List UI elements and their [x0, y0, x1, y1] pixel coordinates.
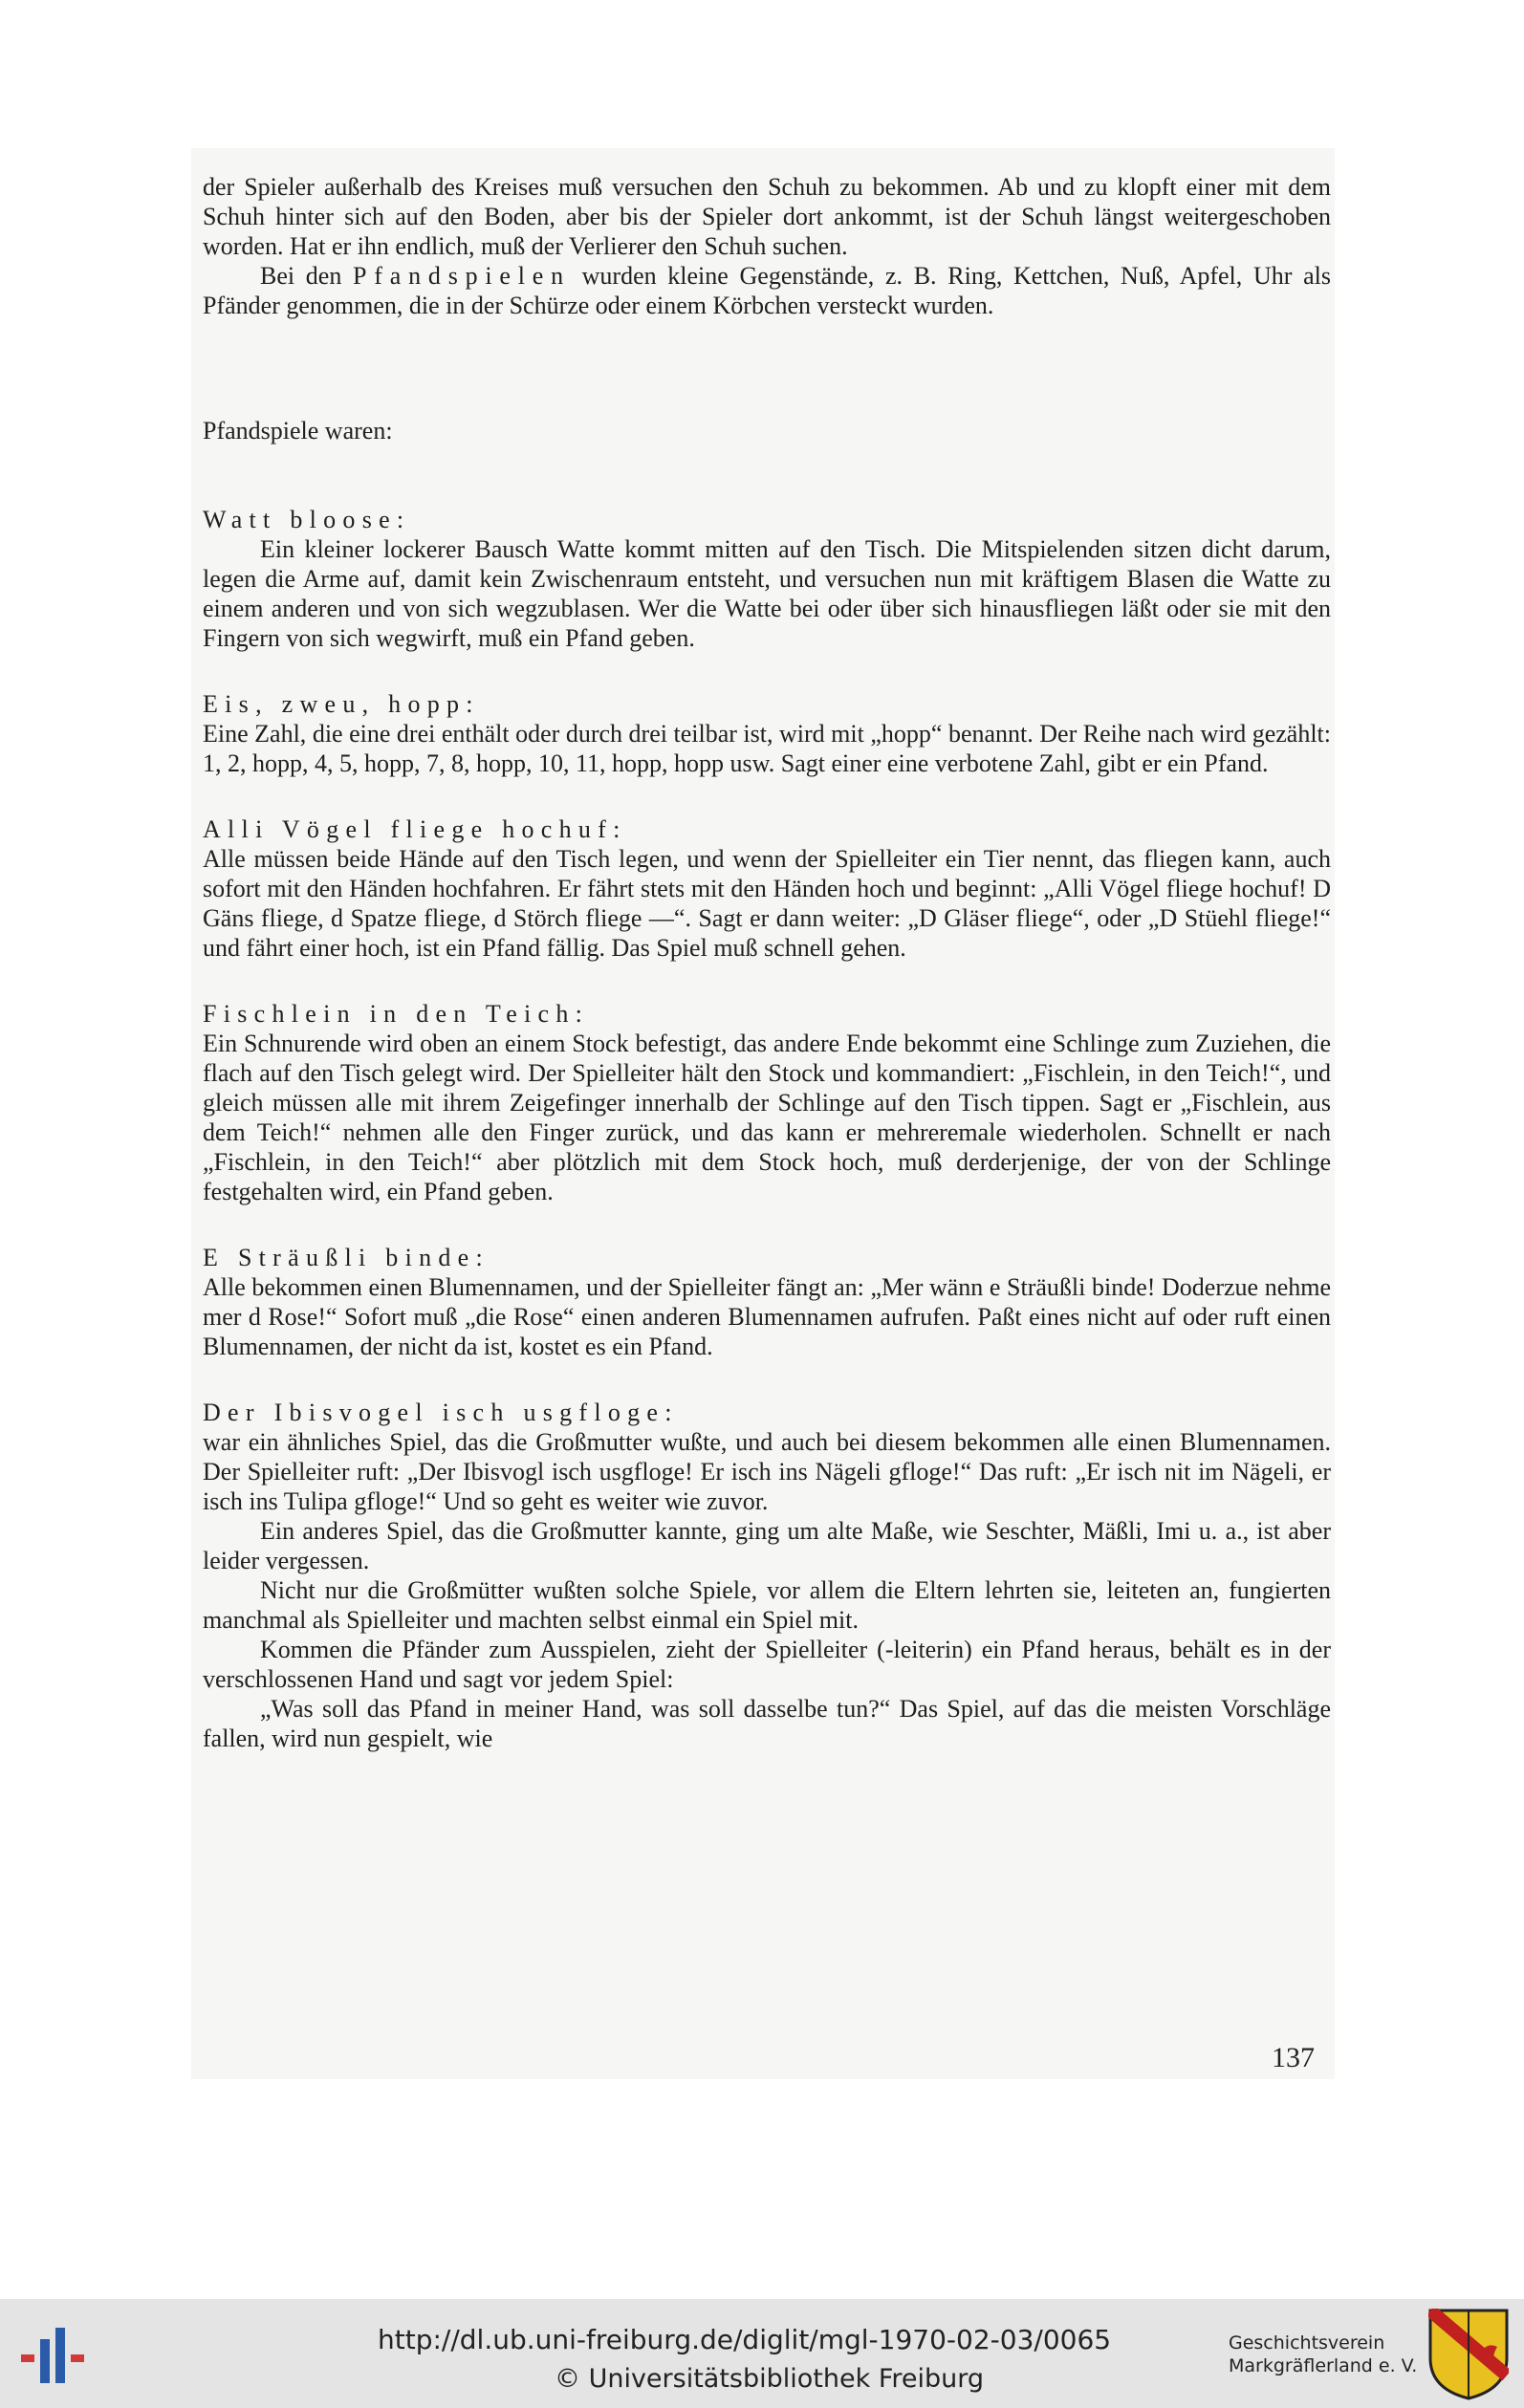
section-intro: Pfandspiele waren:: [203, 417, 393, 445]
game-heading: Fischlein in den Teich:: [203, 1000, 590, 1028]
spaced-term: Pfandspielen: [353, 262, 571, 290]
game-heading: Eis, zweu, hopp:: [203, 690, 480, 718]
paragraph: Ein anderes Spiel, das die Großmutter kannte, ging um alte Maße, wie Seschter, Mäßli, Imi u. a., ist aber leider vergessen.: [203, 1517, 1331, 1574]
paragraph: der Spieler außerhalb des Kreises muß versuchen den Schuh zu bekommen. Ab und zu klopft einer mit dem Schuh hinter sich auf den Boden, aber bis der Spieler dort ankommt, ist der Schuh längst weitergeschoben worden. Hat er ihn endlich, muß der Verlierer den Schuh suchen.: [203, 173, 1331, 260]
footer-bar: [0, 2299, 1524, 2408]
paragraph: war ein ähnliches Spiel, das die Großmutter wußte, und auch bei diesem bekommen alle einen Blumennamen. Der Spielleiter ruft: „Der Ibisvogl isch usgfloge! Er isch ins Nägeli gfloge!“ Das ruft: „Er isch nit im Nägeli, er isch ins Tulipa gfloge!“ Und so geht es weiter wie zuvor.: [203, 1428, 1331, 1515]
paragraph: Eine Zahl, die eine drei enthält oder durch drei teilbar ist, wird mit „hopp“ benannt. Der Reihe nach wird gezählt: 1, 2, hopp, 4, 5, hopp, 7, 8, hopp, 10, 11, hopp, hopp usw. Sagt einer eine verbotene Zahl, gibt er ein Pfand.: [203, 720, 1331, 777]
game-heading: Watt bloose:: [203, 506, 411, 533]
paragraph: Alle bekommen einen Blumennamen, und der Spielleiter fängt an: „Mer wänn e Sträußli binde! Doderzue nehme mer d Rose!“ Sofort muß „die Rose“ einen anderen Blumennamen aufrufen. Paßt eines nicht auf oder ruft einen Blumennamen, der nicht da ist, kostet es ein Pfand.: [203, 1273, 1331, 1360]
paragraph: Alle müssen beide Hände auf den Tisch legen, und wenn der Spielleiter ein Tier nennt, das fliegen kann, auch sofort mit den Händen hochfahren. Er fährt stets mit den Händen hoch und beginnt: „Alli Vögel fliege hochuf! D Gäns fliege, d Spatze fliege, d Störch fliege —“. Sagt er dann weiter: „D Gläser fliege“, oder „D Stüehl fliege!“ und fährt einer hoch, ist ein Pfand fällig. Das Spiel muß schnell gehen.: [203, 845, 1331, 962]
source-url-link[interactable]: http://dl.ub.uni-freiburg.de/diglit/mgl-1970-02-03/0065: [378, 2324, 1112, 2355]
paragraph: Kommen die Pfänder zum Ausspielen, zieht der Spielleiter (-leiterin) ein Pfand heraus, behält es in der verschlossenen Hand und sagt vor jedem Spiel:: [203, 1636, 1331, 1693]
paragraph: Bei den Pfandspielen wurden kleine Gegenstände, z. B. Ring, Kettchen, Nuß, Apfel, Uhr als Pfänder genommen, die in der Schürze oder einem Körbchen versteckt wurden.: [203, 262, 1331, 319]
game-heading: Der Ibisvogel isch usgfloge:: [203, 1399, 679, 1426]
paragraph: Nicht nur die Großmütter wußten solche Spiele, vor allem die Eltern lehrten sie, leiteten an, fungierten manchmal als Spielleiter und machten selbst einmal ein Spiel mit.: [203, 1576, 1331, 1634]
paragraph: Ein Schnurende wird oben an einem Stock befestigt, das andere Ende bekommt eine Schlinge zum Zuziehen, die flach auf den Tisch gelegt wird. Der Spielleiter hält den Stock und kommandiert: „Fischlein, in den Teich!“, und gleich müssen alle mit ihrem Zeigefinger innerhalb der Schlinge auf den Tisch tippen. Sagt er „Fischlein, aus dem Teich!“ nehmen alle den Finger zurück, und das kann er mehreremale wiederholen. Schnellt er nach „Fischlein, in den Teich!“ aber plötzlich mit dem Stock hoch, muß derderjenige, der von der Schlinge festgehalten wird, ein Pfand geben.: [203, 1030, 1331, 1205]
game-heading: Alli Vögel fliege hochuf:: [203, 815, 627, 843]
paragraph: „Was soll das Pfand in meiner Hand, was soll dasselbe tun?“ Das Spiel, auf das die meisten Vorschläge fallen, wird nun gespielt, wie: [203, 1695, 1331, 1752]
page-body: [203, 172, 1331, 1753]
page-number: 137: [1272, 2042, 1315, 2073]
coat-of-arms-icon: [1428, 2309, 1509, 2400]
ub-freiburg-logo-icon: [21, 2318, 98, 2395]
society-name: Geschichtsverein Markgräflerland e. V.: [1229, 2332, 1418, 2376]
paragraph: Ein kleiner lockerer Bausch Watte kommt mitten auf den Tisch. Die Mitspielenden sitzen dicht darum, legen die Arme auf, damit kein Zwischenraum entsteht, und versuchen nun mit kräftigem Blasen die Watte zu einem anderen und von sich wegzublasen. Wer die Watte bei oder über sich hinausfliegen läßt oder sie mit den Fingern von sich wegwirft, muß ein Pfand geben.: [203, 535, 1331, 652]
game-heading: E Sträußli binde:: [203, 1244, 490, 1271]
copyright-text: © Universitätsbibliothek Freiburg: [555, 2364, 985, 2394]
